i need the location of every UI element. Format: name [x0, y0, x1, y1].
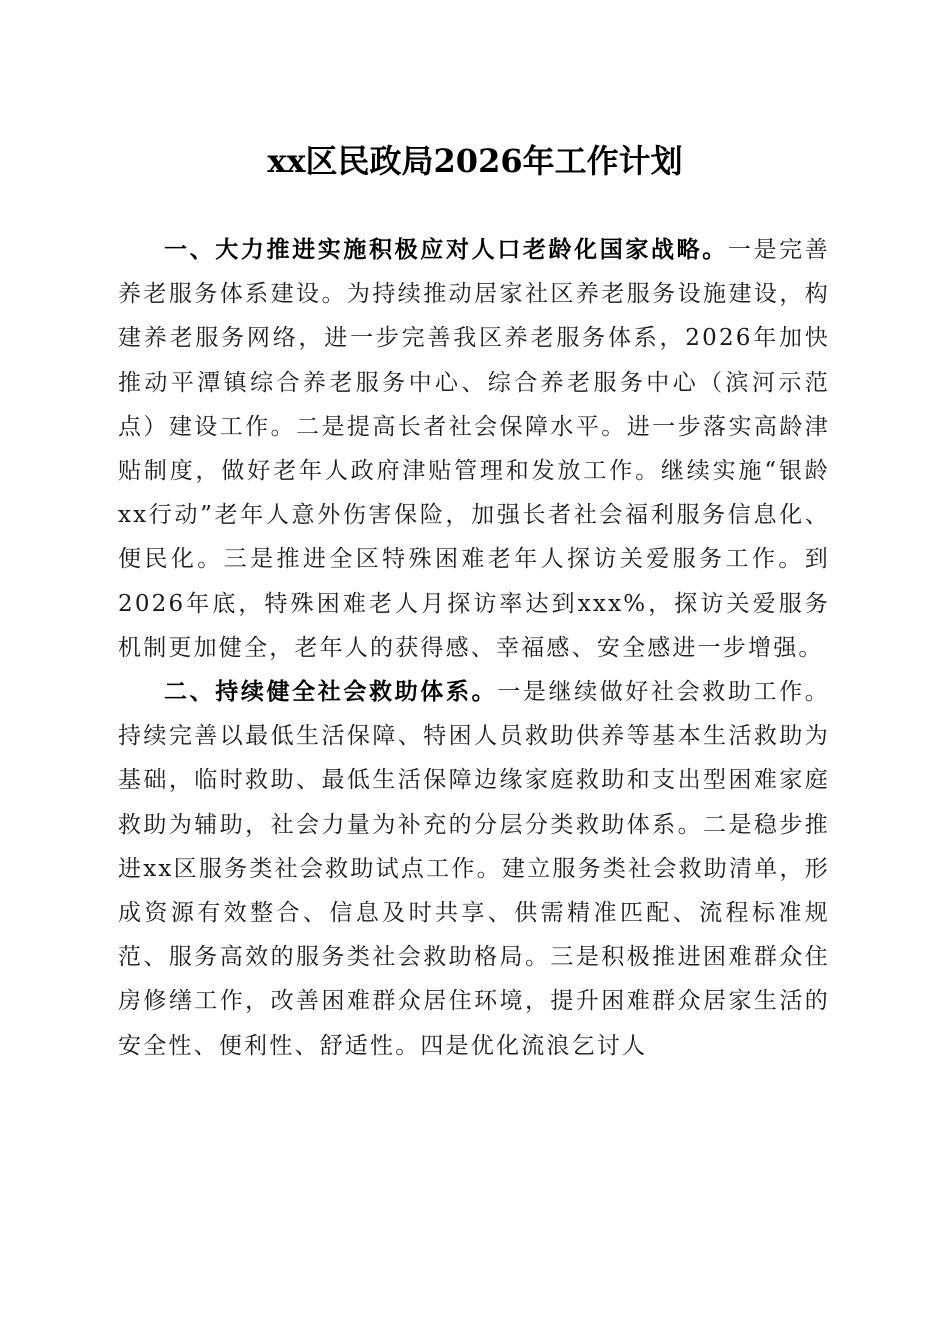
- section-1-body: 一是完善养老服务体系建设。为持续推动居家社区养老服务设施建设，构建养老服务网络，进一步完善我区养老服务体系，2026年加快推动平潭镇综合养老服务中心、综合养老服务中心（滨河示范点）建设工作。二是提高长者社会保障水平。进一步落实高龄津贴制度，做好老年人政府津贴管理和发放工作。继续实施“银龄xx行动”老年人意外伤害保险，加强长者社会福利服务信息化、便民化。三是推进全区特殊困难老年人探访关爱服务工作。到2026年底，特殊困难老人月探访率达到xxx%，探访关爱服务机制更加健全，老年人的获得感、幸福感、安全感进一步增强。: [118, 237, 830, 661]
- section-2-paragraph: [118, 670, 830, 1068]
- section-2-body: 一是继续做好社会救助工作。持续完善以最低生活保障、特困人员救助供养等基本生活救助为基础，临时救助、最低生活保障边缘家庭救助和支出型困难家庭救助为辅助，社会力量为补充的分层分类救助体系。二是稳步推进xx区服务类社会救助试点工作。建立服务类社会救助清单，形成资源有效整合、信息及时共享、供需精准匹配、流程标准规范、服务高效的服务类社会救助格局。三是积极推进困难群众住房修缮工作，改善困难群众居住环境，提升困难群众居家生活的安全性、便利性、舒适性。四是优化流浪乞讨人: [118, 679, 830, 1059]
- section-1-heading: 一、大力推进实施积极应对人口老龄化国家战略。: [164, 237, 728, 263]
- section-2-heading: 二、持续健全社会救助体系。: [164, 679, 498, 706]
- document-body: [118, 228, 830, 1068]
- section-1-paragraph: [118, 228, 830, 670]
- document-title: xx区民政局2026年工作计划: [267, 142, 683, 180]
